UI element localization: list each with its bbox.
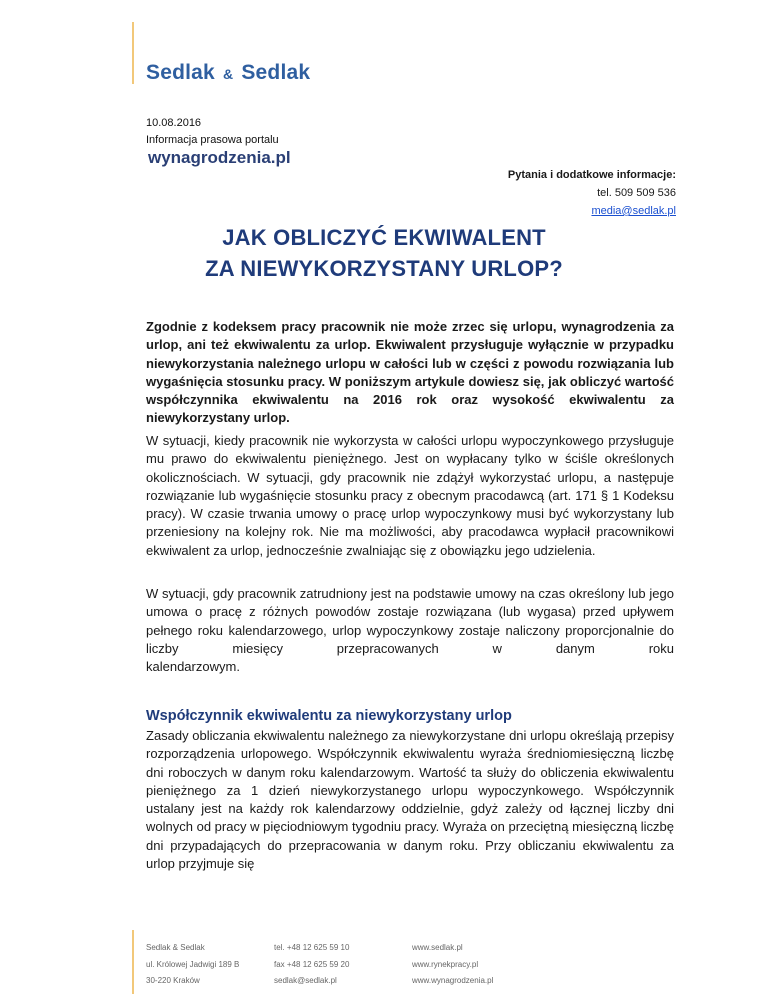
footer-company: Sedlak & Sedlak xyxy=(146,943,205,952)
press-info-label: Informacja prasowa portalu xyxy=(146,134,279,146)
contact-phone: tel. 509 509 536 xyxy=(597,187,676,199)
portal-name: wynagrodzenia.pl xyxy=(148,148,291,167)
contact-label: Pytania i dodatkowe informacje: xyxy=(507,169,676,181)
article-title-line-1: JAK OBLICZYĆ EKWIWALENT xyxy=(222,225,546,250)
body-paragraph-2-end: kalendarzowym. xyxy=(146,659,240,675)
article-title xyxy=(0,222,768,284)
footer-accent-line xyxy=(132,930,134,994)
contact-email-link[interactable]: media@sedlak.pl xyxy=(591,205,676,217)
press-date: 10.08.2016 xyxy=(146,117,202,129)
body-paragraph-1: W sytuacji, kiedy pracownik nie wykorzysta w całości urlopu wypoczynkowego przysługuje mu prawo do ekwiwalentu pieniężnego. Jest on wypłacany tylko w ściśle określonych okolicznościach. W sytuacji, gdy pracownik nie zdążył wykorzystać urlopu, a następuje rozwiązanie lub wygaśnięcie stosunku pracy z obecnym pracodawcą (art. 171 § 1 Kodeksu pracy). W czasie trwania umowy o pracę urlop wypoczynkowy musi być wykorzystany lub przeniesiony na kolejny rok. Nie ma możliwości, aby pracodawca wypłacił pracownikowi ekwiwalent za urlop, jednocześnie zwalniając się z obowiązku jego udzielenia. xyxy=(146,433,674,558)
footer-street: ul. Królowej Jadwigi 189 B xyxy=(146,959,240,969)
footer-contact xyxy=(274,940,349,990)
section-heading: Współczynnik ekwiwalentu za niewykorzystany urlop xyxy=(146,708,512,724)
lead-paragraph: Zgodnie z kodeksem pracy pracownik nie może zrzec się urlopu, wynagrodzenia za urlop, ani też ekwiwalentu za urlop. Ekwiwalent przysługuje wyłącznie w przypadku niewykorzystania należnego urlopu w całości lub w części z powodu rozwiązania lub wygaśnięcia stosunku pracy. W poniższym artykule dowiesz się, jak obliczyć wartość współczynnika ekwiwalentu na 2016 rok oraz wysokość ekwiwalentu za niewykorzystany urlop. xyxy=(146,319,674,426)
footer-tel: tel. +48 12 625 59 10 xyxy=(274,943,350,952)
contact-block xyxy=(508,166,676,220)
header-accent-line xyxy=(132,22,134,84)
footer-link-rynekpracy[interactable]: www.rynekpracy.pl xyxy=(412,959,479,969)
body-paragraph-2-main: W sytuacji, gdy pracownik zatrudniony jest na podstawie umowy na czas określony lub jego umowa o pracę z różnych powodów zostaje rozwiązana (lub wygasa) przed upływem pełnego roku kalendarzowego, urlop wypoczynkowy zostaje naliczony proporcjonalnie do liczby miesięcy przepracowanych w danym roku xyxy=(146,586,674,656)
footer-link-wynagrodzenia[interactable]: www.wynagrodzenia.pl xyxy=(412,976,494,985)
footer-address xyxy=(146,940,239,990)
footer-link-sedlak[interactable]: www.sedlak.pl xyxy=(412,943,463,952)
footer-city: 30-220 Kraków xyxy=(146,976,200,985)
company-logo: Sedlak & Sedlak xyxy=(146,61,311,84)
footer-fax: fax +48 12 625 59 20 xyxy=(274,959,350,969)
article-title-line-2: ZA NIEWYKORZYSTANY URLOP? xyxy=(205,256,563,281)
body-paragraph-2 xyxy=(146,585,674,676)
footer-websites xyxy=(412,940,493,990)
body-paragraph-3: Zasady obliczania ekwiwalentu należnego za niewykorzystane dni urlopu określają przepisy rozporządzenia urlopowego. Współczynnik ekwiwalentu wyraża średniomiesięczną liczbę dni roboczych w danym roku kalendarzowym. Wartość ta służy do obliczenia ekwiwalentu pieniężnego za 1 dzień niewykorzystanego urlopu wypoczynkowego. Współczynnik ustalany jest na każdy rok kalendarzowy oddzielnie, gdyż zależy od łącznej liczby dni wolnych od pracy w pięciodniowym tygodniu pracy. Wyraża on przeciętną miesięczną liczbę dni przypadających do przepracowania w danym roku. Przy obliczaniu ekwiwalentu za urlop przyjmuje się xyxy=(146,728,674,872)
footer-email-link[interactable]: sedlak@sedlak.pl xyxy=(274,976,337,985)
